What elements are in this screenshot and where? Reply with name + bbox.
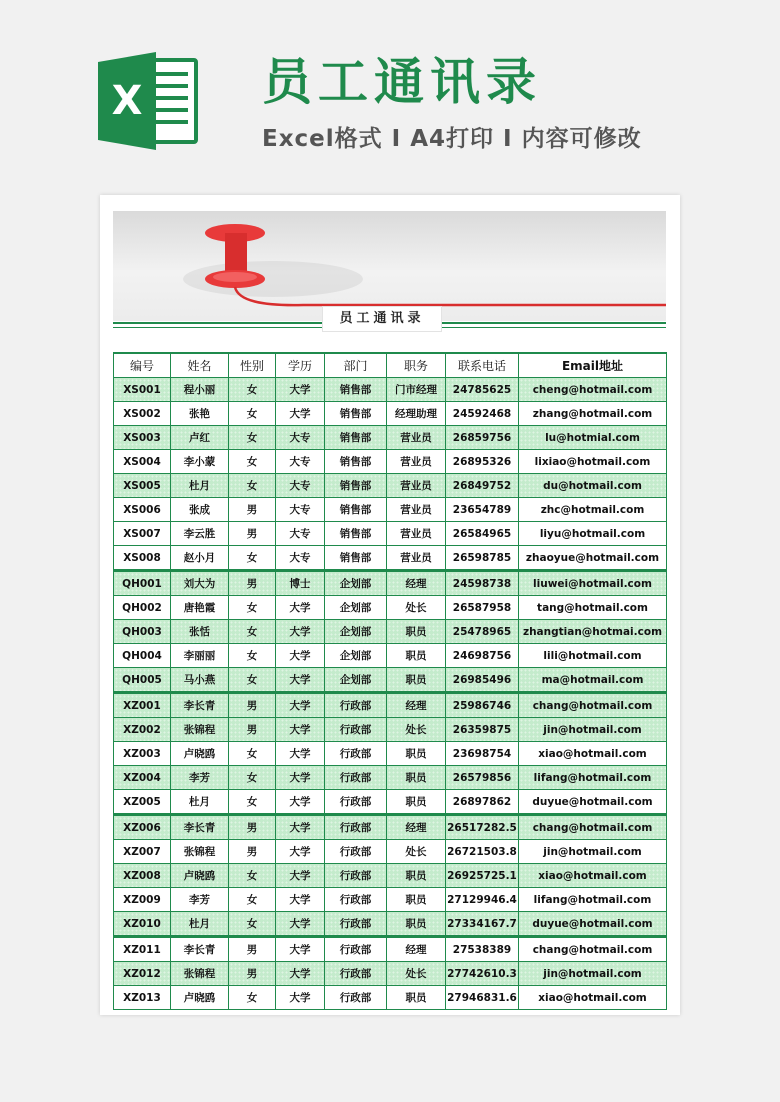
department-cell: 行政部 [325,766,387,790]
gender-cell: 男 [229,693,276,718]
position-cell: 经理助理 [387,402,446,426]
document-sheet [100,195,680,1015]
position-cell: 处长 [387,840,446,864]
column-header: 姓名 [171,353,229,378]
gender-cell: 男 [229,815,276,840]
department-cell: 销售部 [325,402,387,426]
email-cell: lifang@hotmail.com [519,766,667,790]
education-cell: 大专 [276,522,325,546]
id-cell: QH005 [114,668,171,693]
table-row [114,596,667,620]
id-cell: XZ002 [114,718,171,742]
email-cell: liuwei@hotmail.com [519,571,667,596]
name-cell: 张恬 [171,620,229,644]
email-cell: lu@hotmial.com [519,426,667,450]
education-cell: 大学 [276,644,325,668]
gender-cell: 女 [229,864,276,888]
email-cell: jin@hotmail.com [519,962,667,986]
email-cell: zhang@hotmail.com [519,402,667,426]
gender-cell: 男 [229,498,276,522]
email-cell: zhc@hotmail.com [519,498,667,522]
page-subtitle: Excel格式 Ⅰ A4打印 Ⅰ 内容可修改 [262,126,642,152]
education-cell: 大学 [276,596,325,620]
education-cell: 大专 [276,546,325,571]
table-row [114,693,667,718]
education-cell: 大学 [276,766,325,790]
id-cell: XS003 [114,426,171,450]
email-cell: duyue@hotmail.com [519,912,667,937]
gender-cell: 男 [229,718,276,742]
email-cell: lifang@hotmail.com [519,888,667,912]
name-cell: 李小蒙 [171,450,229,474]
phone-cell: 26925725.1 [446,864,519,888]
table-row [114,378,667,402]
column-header: 编号 [114,353,171,378]
phone-cell: 24698756 [446,644,519,668]
id-cell: XZ011 [114,937,171,962]
id-cell: QH003 [114,620,171,644]
phone-cell: 26517282.5 [446,815,519,840]
table-row [114,474,667,498]
id-cell: XZ012 [114,962,171,986]
table-row [114,718,667,742]
email-cell: liyu@hotmail.com [519,522,667,546]
phone-cell: 24785625 [446,378,519,402]
position-cell: 职员 [387,986,446,1010]
id-cell: XZ008 [114,864,171,888]
gender-cell: 女 [229,474,276,498]
id-cell: XZ006 [114,815,171,840]
education-cell: 大学 [276,888,325,912]
department-cell: 行政部 [325,912,387,937]
id-cell: XZ003 [114,742,171,766]
banner-image [113,211,666,321]
id-cell: XS008 [114,546,171,571]
table-row [114,937,667,962]
phone-cell: 26985496 [446,668,519,693]
department-cell: 行政部 [325,864,387,888]
education-cell: 大专 [276,450,325,474]
id-cell: XS001 [114,378,171,402]
phone-cell: 26849752 [446,474,519,498]
education-cell: 大学 [276,718,325,742]
phone-cell: 26897862 [446,790,519,815]
phone-cell: 26598785 [446,546,519,571]
phone-cell: 25986746 [446,693,519,718]
email-cell: chang@hotmail.com [519,937,667,962]
education-cell: 大学 [276,620,325,644]
id-cell: XS006 [114,498,171,522]
table-row [114,912,667,937]
position-cell: 处长 [387,718,446,742]
phone-cell: 27129946.4 [446,888,519,912]
department-cell: 行政部 [325,962,387,986]
table-row [114,522,667,546]
page-header [0,0,780,190]
education-cell: 大学 [276,912,325,937]
position-cell: 经理 [387,571,446,596]
id-cell: XZ013 [114,986,171,1010]
position-cell: 营业员 [387,498,446,522]
department-cell: 行政部 [325,815,387,840]
name-cell: 李丽丽 [171,644,229,668]
position-cell: 营业员 [387,426,446,450]
table-row [114,840,667,864]
department-cell: 企划部 [325,644,387,668]
table-row [114,498,667,522]
table-header-row [114,353,667,378]
education-cell: 大学 [276,402,325,426]
position-cell: 职员 [387,742,446,766]
name-cell: 李长青 [171,815,229,840]
email-cell: du@hotmail.com [519,474,667,498]
department-cell: 企划部 [325,596,387,620]
id-cell: QH001 [114,571,171,596]
table-row [114,766,667,790]
email-cell: tang@hotmail.com [519,596,667,620]
table-row [114,986,667,1010]
phone-cell: 23698754 [446,742,519,766]
position-cell: 经理 [387,693,446,718]
gender-cell: 女 [229,426,276,450]
position-cell: 职员 [387,766,446,790]
department-cell: 行政部 [325,888,387,912]
id-cell: XZ005 [114,790,171,815]
id-cell: XZ001 [114,693,171,718]
phone-cell: 26859756 [446,426,519,450]
table-row [114,742,667,766]
position-cell: 营业员 [387,450,446,474]
table-row [114,426,667,450]
phone-cell: 27538389 [446,937,519,962]
phone-cell: 27742610.3 [446,962,519,986]
department-cell: 行政部 [325,693,387,718]
department-cell: 行政部 [325,790,387,815]
position-cell: 营业员 [387,522,446,546]
table-row [114,790,667,815]
gender-cell: 女 [229,790,276,815]
education-cell: 大专 [276,498,325,522]
position-cell: 处长 [387,596,446,620]
contacts-table [113,352,667,1010]
table-row [114,668,667,693]
gender-cell: 女 [229,766,276,790]
id-cell: QH002 [114,596,171,620]
id-cell: QH004 [114,644,171,668]
phone-cell: 25478965 [446,620,519,644]
education-cell: 博士 [276,571,325,596]
education-cell: 大学 [276,986,325,1010]
name-cell: 卢红 [171,426,229,450]
gender-cell: 女 [229,912,276,937]
name-cell: 刘大为 [171,571,229,596]
gender-cell: 男 [229,571,276,596]
name-cell: 李芳 [171,888,229,912]
column-header: 学历 [276,353,325,378]
name-cell: 卢晓鸥 [171,864,229,888]
gender-cell: 男 [229,522,276,546]
gender-cell: 女 [229,620,276,644]
position-cell: 职员 [387,668,446,693]
department-cell: 销售部 [325,426,387,450]
name-cell: 李长青 [171,937,229,962]
email-cell: jin@hotmail.com [519,840,667,864]
department-cell: 企划部 [325,571,387,596]
email-cell: zhaoyue@hotmail.com [519,546,667,571]
department-cell: 销售部 [325,546,387,571]
table-row [114,815,667,840]
position-cell: 职员 [387,620,446,644]
education-cell: 大专 [276,426,325,450]
position-cell: 职员 [387,912,446,937]
email-cell: zhangtian@hotmai.com [519,620,667,644]
email-cell: cheng@hotmail.com [519,378,667,402]
phone-cell: 26721503.8 [446,840,519,864]
gender-cell: 女 [229,668,276,693]
telephone-icon [113,211,666,321]
name-cell: 杜月 [171,912,229,937]
name-cell: 杜月 [171,474,229,498]
phone-cell: 26584965 [446,522,519,546]
gender-cell: 女 [229,378,276,402]
table-row [114,571,667,596]
table-row [114,402,667,426]
education-cell: 大学 [276,668,325,693]
column-header: 性别 [229,353,276,378]
gender-cell: 女 [229,546,276,571]
id-cell: XS005 [114,474,171,498]
position-cell: 职员 [387,864,446,888]
gender-cell: 女 [229,742,276,766]
table-row [114,962,667,986]
department-cell: 销售部 [325,498,387,522]
email-cell: chang@hotmail.com [519,693,667,718]
education-cell: 大学 [276,840,325,864]
phone-cell: 27334167.7 [446,912,519,937]
gender-cell: 男 [229,962,276,986]
name-cell: 李云胜 [171,522,229,546]
department-cell: 销售部 [325,450,387,474]
name-cell: 张艳 [171,402,229,426]
gender-cell: 女 [229,888,276,912]
education-cell: 大学 [276,937,325,962]
department-cell: 行政部 [325,986,387,1010]
position-cell: 处长 [387,962,446,986]
table-row [114,450,667,474]
email-cell: lixiao@hotmail.com [519,450,667,474]
email-cell: chang@hotmail.com [519,815,667,840]
gender-cell: 男 [229,937,276,962]
position-cell: 职员 [387,888,446,912]
page-title: 员工通讯录 [262,53,542,111]
phone-cell: 26895326 [446,450,519,474]
position-cell: 经理 [387,937,446,962]
gender-cell: 女 [229,450,276,474]
excel-logo-letter: X [111,78,143,124]
position-cell: 职员 [387,790,446,815]
department-cell: 销售部 [325,474,387,498]
name-cell: 张锦程 [171,718,229,742]
email-cell: xiao@hotmail.com [519,742,667,766]
email-cell: xiao@hotmail.com [519,986,667,1010]
phone-cell: 27946831.6 [446,986,519,1010]
position-cell: 门市经理 [387,378,446,402]
gender-cell: 女 [229,986,276,1010]
column-header: Email地址 [519,353,667,378]
department-cell: 行政部 [325,937,387,962]
position-cell: 营业员 [387,474,446,498]
id-cell: XZ007 [114,840,171,864]
name-cell: 马小燕 [171,668,229,693]
table-body [114,378,667,1010]
table-row [114,620,667,644]
email-cell: lili@hotmail.com [519,644,667,668]
name-cell: 张成 [171,498,229,522]
department-cell: 销售部 [325,522,387,546]
email-cell: xiao@hotmail.com [519,864,667,888]
email-cell: jin@hotmail.com [519,718,667,742]
department-cell: 销售部 [325,378,387,402]
name-cell: 张锦程 [171,962,229,986]
name-cell: 卢晓鸥 [171,986,229,1010]
education-cell: 大学 [276,962,325,986]
id-cell: XS007 [114,522,171,546]
name-cell: 程小丽 [171,378,229,402]
position-cell: 营业员 [387,546,446,571]
table-row [114,644,667,668]
id-cell: XZ009 [114,888,171,912]
department-cell: 行政部 [325,840,387,864]
education-cell: 大学 [276,815,325,840]
column-header: 职务 [387,353,446,378]
education-cell: 大学 [276,378,325,402]
department-cell: 行政部 [325,718,387,742]
table-row [114,864,667,888]
position-cell: 职员 [387,644,446,668]
column-header: 部门 [325,353,387,378]
phone-cell: 26579856 [446,766,519,790]
department-cell: 企划部 [325,668,387,693]
gender-cell: 女 [229,402,276,426]
phone-cell: 24592468 [446,402,519,426]
phone-cell: 23654789 [446,498,519,522]
id-cell: XS004 [114,450,171,474]
department-cell: 企划部 [325,620,387,644]
education-cell: 大学 [276,693,325,718]
gender-cell: 男 [229,840,276,864]
name-cell: 李长青 [171,693,229,718]
banner-label: 员工通讯录 [322,306,442,332]
gender-cell: 女 [229,644,276,668]
gender-cell: 女 [229,596,276,620]
name-cell: 卢晓鸥 [171,742,229,766]
email-cell: ma@hotmail.com [519,668,667,693]
id-cell: XS002 [114,402,171,426]
table-row [114,546,667,571]
table-row [114,888,667,912]
excel-icon [98,52,198,150]
education-cell: 大学 [276,790,325,815]
id-cell: XZ010 [114,912,171,937]
education-cell: 大学 [276,864,325,888]
name-cell: 李芳 [171,766,229,790]
column-header: 联系电话 [446,353,519,378]
name-cell: 杜月 [171,790,229,815]
name-cell: 赵小月 [171,546,229,571]
id-cell: XZ004 [114,766,171,790]
phone-cell: 26359875 [446,718,519,742]
phone-cell: 24598738 [446,571,519,596]
education-cell: 大专 [276,474,325,498]
email-cell: duyue@hotmail.com [519,790,667,815]
name-cell: 唐艳霞 [171,596,229,620]
name-cell: 张锦程 [171,840,229,864]
position-cell: 经理 [387,815,446,840]
phone-cell: 26587958 [446,596,519,620]
education-cell: 大学 [276,742,325,766]
department-cell: 行政部 [325,742,387,766]
